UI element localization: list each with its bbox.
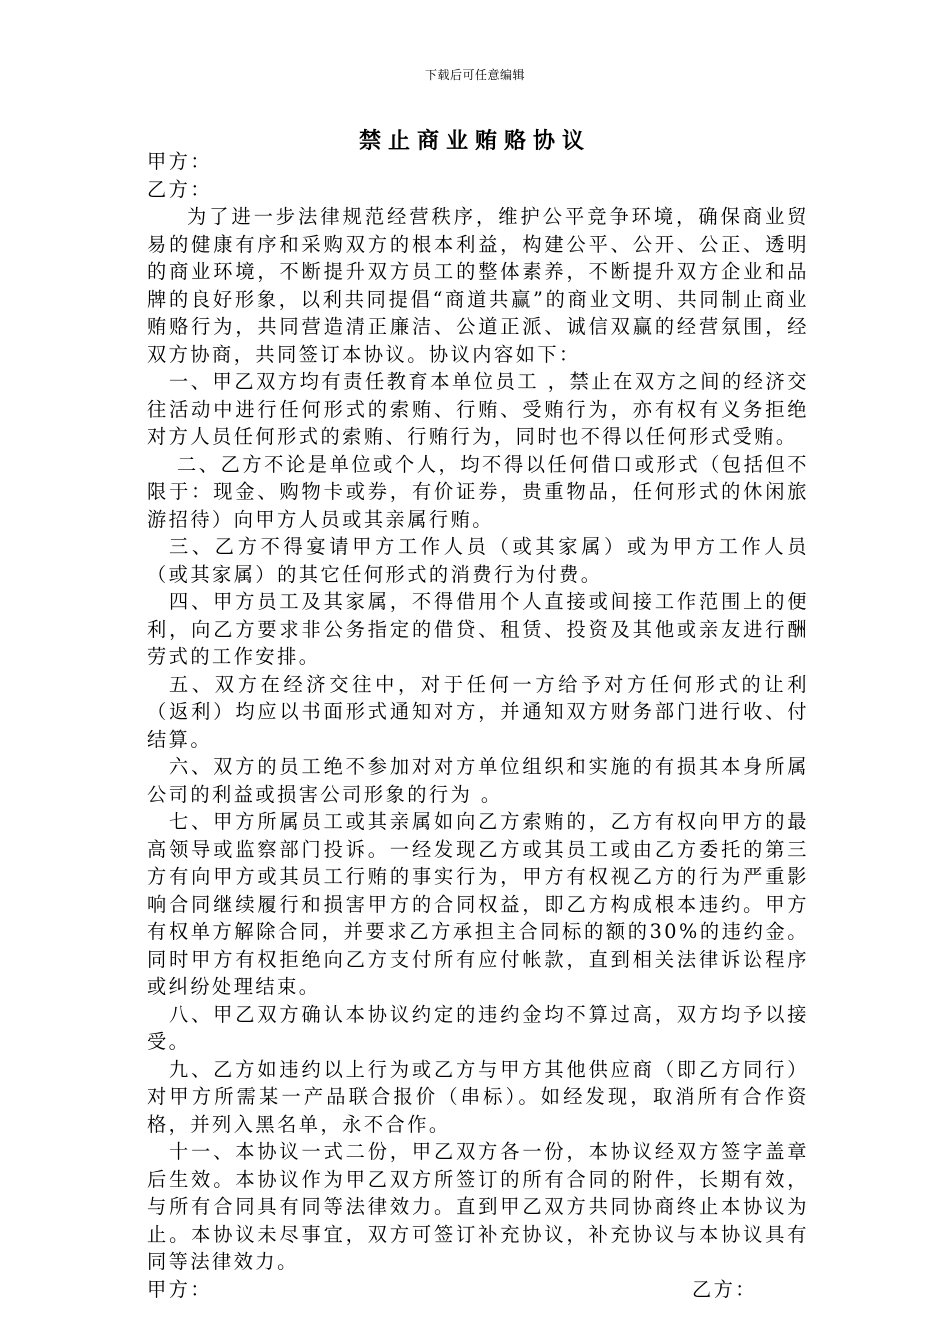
clause-7: 七、甲方所属员工或其亲属如向乙方索贿的，乙方有权向甲方的最高领导或监察部门投诉。一经发现乙方或其员工或由乙方委托的第三方有向甲方或其员工行贿的事实行为，甲方有权视乙方的行为严重影响合同继续履行和损害甲方的合同权益，即乙方构成根本违约。甲方有权单方解除合同，并要求乙方承担主合同标的额的30%的违约金。同时甲方有权拒绝向乙方支付所有应付帐款，直到相关法律诉讼程序或纠纷处理结束。 bbox=[147, 810, 809, 998]
document-title: 禁止商业贿赂协议 bbox=[358, 129, 591, 154]
signature-row bbox=[147, 1276, 757, 1304]
intro-paragraph: 为了进一步法律规范经营秩序，维护公平竞争环境，确保商业贸易的健康有序和采购双方的根本利益，构建公平、公开、公正、透明的商业环境，不断提升双方员工的整体素养，不断提升双方企业和品牌的良好形象，以利共同提倡“商道共赢”的商业文明、共同制止商业贿赂行为，共同营造清正廉洁、公道正派、诚信双赢的经营氛围，经双方协商，共同签订本协议。协议内容如下： bbox=[147, 205, 809, 366]
clause-2: 二、乙方不论是单位或个人，均不得以任何借口或形式（包括但不限于：现金、购物卡或券，有价证券，贵重物品，任何形式的休闲旅游招待）向甲方人员或其亲属行贿。 bbox=[147, 452, 809, 531]
signature-party-b: 乙方： bbox=[691, 1277, 757, 1301]
clause-3: 三、乙方不得宴请甲方工作人员（或其家属）或为甲方工作人员（或其家属）的其它任何形式的消费行为付费。 bbox=[147, 535, 809, 586]
clause-5: 五、双方在经济交往中，对于任何一方给予对方任何形式的让利（返利）均应以书面形式通知对方，并通知双方财务部门进行收、付结算。 bbox=[147, 672, 809, 751]
party-a-line: 甲方： bbox=[147, 150, 213, 173]
clause-8: 八、甲乙双方确认本协议约定的违约金均不算过高，双方均予以接受。 bbox=[147, 1002, 809, 1053]
signature-party-a: 甲方： bbox=[147, 1277, 213, 1301]
clause-4: 四、甲方员工及其家属，不得借用个人直接或间接工作范围上的便利，向乙方要求非公务指定的借贷、租赁、投资及其他或亲友进行酬劳式的工作安排。 bbox=[147, 590, 809, 668]
document-body bbox=[147, 148, 809, 1303]
clause-6: 六、双方的员工绝不参加对对方单位组织和实施的有损其本身所属公司的利益或损害公司形象的行为 。 bbox=[147, 755, 809, 806]
clause-11: 十一、本协议一式二份，甲乙双方各一份，本协议经双方签字盖章后生效。本协议作为甲乙双方所签订的所有合同的附件，长期有效，与所有合同具有同等法律效力。直到甲乙双方共同协商终止本协议为止。本协议未尽事宜，双方可签订补充协议，补充协议与本协议具有同等法律效力。 bbox=[147, 1140, 809, 1273]
party-b-line: 乙方： bbox=[147, 177, 213, 201]
clause-9: 九、乙方如违约以上行为或乙方与甲方其他供应商（即乙方同行）对甲方所需某一产品联合报价（串标）。如经发现，取消所有合作资格，并列入黑名单，永不合作。 bbox=[147, 1057, 809, 1136]
clause-1: 一、甲乙双方均有责任教育本单位员工 ，禁止在双方之间的经济交往活动中进行任何形式的索贿、行贿、受贿行为，亦有权有义务拒绝对方人员任何形式的索贿、行贿行为，同时也不得以任何形式受贿。 bbox=[147, 370, 809, 448]
header-note: 下载后可任意编辑 bbox=[424, 68, 525, 82]
